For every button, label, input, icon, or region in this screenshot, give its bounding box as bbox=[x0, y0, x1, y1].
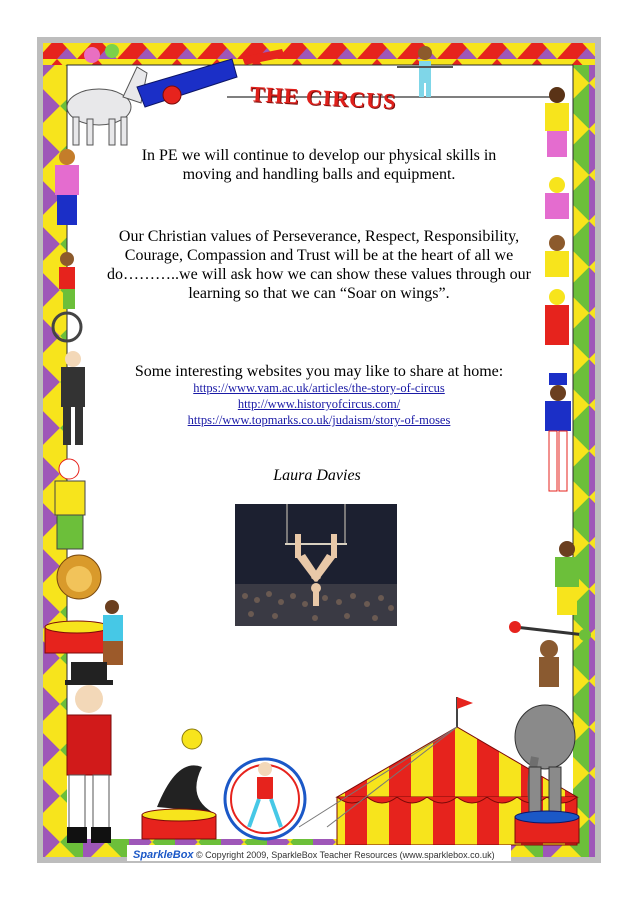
sparklebox-logo: SparkleBox bbox=[133, 849, 194, 861]
trapeze-photo bbox=[235, 504, 397, 626]
link-topmarks[interactable]: https://www.topmarks.co.uk/judaism/story-of-moses bbox=[187, 413, 451, 427]
website-links bbox=[103, 381, 535, 431]
values-paragraph: Our Christian values of Perseverance, Respect, Responsibility, Courage, Compassion and Trust will be at the heart of all we do………..we will ask how we can show these values through our learning so that we can “Soar on wings”. bbox=[107, 228, 531, 302]
copyright-text: © Copyright 2009, SparkleBox Teacher Resources (www.sparklebox.co.uk) bbox=[196, 850, 495, 860]
link-history-of-circus[interactable]: http://www.historyofcircus.com/ bbox=[237, 397, 401, 411]
circus-newsletter-page bbox=[37, 37, 601, 863]
footer bbox=[133, 849, 513, 863]
pe-paragraph: In PE we will continue to develop our physical skills in moving and handling balls and equipment. bbox=[141, 147, 497, 183]
trapeze-artists-image bbox=[235, 504, 397, 626]
page-title: THE CIRCUS bbox=[249, 81, 397, 114]
knife-wheel-icon bbox=[225, 759, 305, 839]
websites-intro: Some interesting websites you may like to share at home: bbox=[134, 363, 504, 380]
signature: Laura Davies bbox=[273, 467, 361, 484]
link-vam[interactable]: https://www.vam.ac.uk/articles/the-story-of-circus bbox=[193, 381, 445, 395]
